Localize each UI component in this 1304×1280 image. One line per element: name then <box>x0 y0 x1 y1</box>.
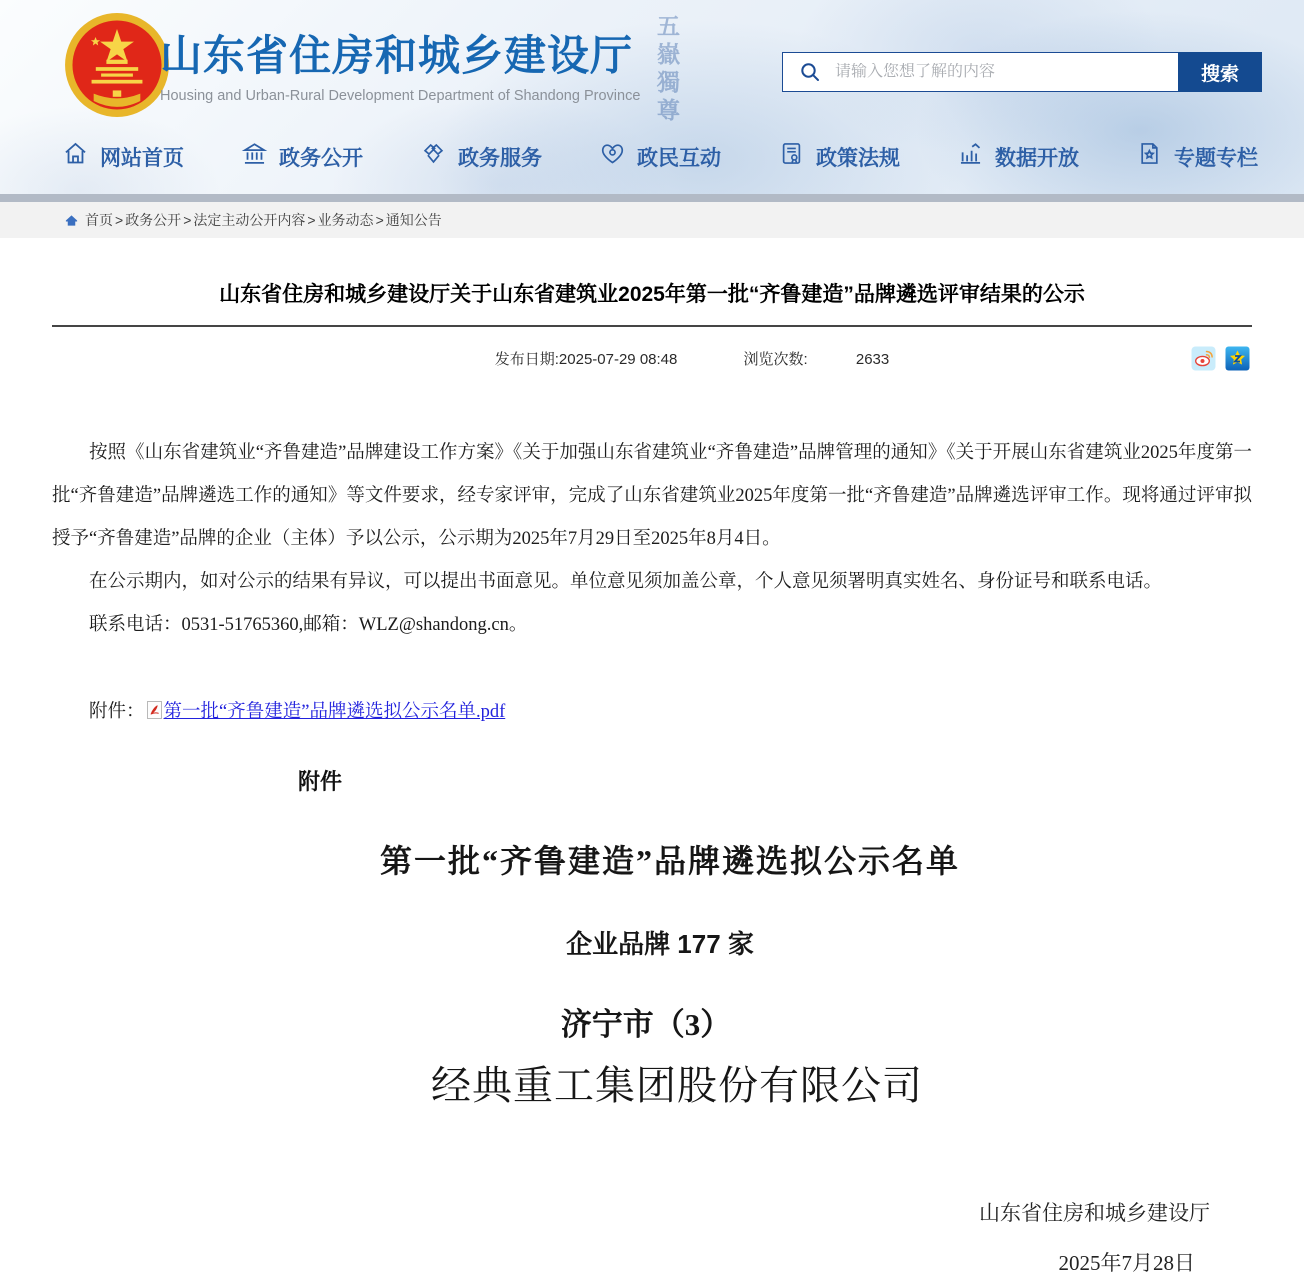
nav-item-label: 政策法规 <box>816 146 900 170</box>
home-icon <box>62 140 89 173</box>
search-icon <box>799 61 821 83</box>
bank-icon <box>241 140 268 173</box>
share-buttons <box>1191 346 1250 371</box>
article-content <box>52 280 1252 1277</box>
main-nav <box>62 140 1258 173</box>
signature-agency: 山东省住房和城乡建设厅 <box>979 1201 1210 1226</box>
national-emblem-logo <box>64 12 170 118</box>
star-doc-icon <box>1136 140 1163 173</box>
nav-item-policies[interactable] <box>778 140 900 173</box>
nav-item-label: 政民互动 <box>637 146 721 170</box>
site-title: 山东省住房和城乡建设厅 <box>160 32 634 79</box>
breadcrumb-item-statutory-disclosure[interactable]: 法定主动公开内容 <box>193 212 306 228</box>
breadcrumb-separator: > <box>375 212 384 228</box>
publish-date: 发布日期:2025-07-29 08:48 <box>494 351 678 369</box>
nav-item-label: 政务公开 <box>279 146 363 170</box>
site-search <box>782 52 1262 92</box>
search-button[interactable]: 搜索 <box>1178 52 1262 92</box>
qzone-share-icon[interactable] <box>1225 346 1250 371</box>
paragraph-contact: 联系电话：0531-51765360,邮箱：WLZ@shandong.cn。 <box>89 615 528 636</box>
preview-brand-count: 企业品牌 177 家 <box>566 929 754 960</box>
breadcrumb-item-business-updates[interactable]: 业务动态 <box>317 212 374 228</box>
article-body <box>52 432 1252 647</box>
page-title: 山东省住房和城乡建设厅关于山东省建筑业2025年第一批“齐鲁建造”品牌遴选评审结果的公示 <box>219 283 1085 306</box>
views-label: 浏览次数: <box>743 351 808 369</box>
views-count: 2633 <box>855 351 890 369</box>
header-divider <box>0 194 1304 202</box>
breadcrumb-item-gov-info[interactable]: 政务公开 <box>125 212 182 228</box>
nav-item-gov-info[interactable] <box>241 140 363 173</box>
nav-item-special-topics[interactable] <box>1136 140 1258 173</box>
breadcrumb <box>0 202 1304 238</box>
signature-date: 2025年7月28日 <box>1058 1251 1195 1276</box>
nav-item-home[interactable] <box>62 140 184 173</box>
breadcrumb-item-home[interactable]: 首页 <box>85 212 113 228</box>
paragraph: 在公示期内，如对公示的结果有异议，可以提出书面意见。单位意见须加盖公章，个人意见须署明真实姓名、身份证号和联系电话。 <box>89 572 1163 593</box>
nav-item-gov-services[interactable] <box>420 140 542 173</box>
pdf-icon <box>147 701 162 719</box>
breadcrumb-home-icon <box>64 213 79 228</box>
site-brand <box>160 33 640 104</box>
title-divider <box>52 325 1252 327</box>
attachment-link[interactable]: 第一批“齐鲁建造”品牌遴选拟公示名单.pdf <box>163 702 506 723</box>
nav-item-label: 政务服务 <box>458 146 542 170</box>
preview-city-heading: 济宁市（3） <box>560 1007 732 1043</box>
search-input[interactable] <box>835 63 1178 81</box>
nav-item-interaction[interactable] <box>599 140 721 173</box>
article-meta <box>52 348 1252 376</box>
paragraph: 按照《山东省建筑业“齐鲁建造”品牌建设工作方案》《关于加强山东省建筑业“齐鲁建造”品牌管理的通知》《关于开展山东省建筑业2025年度第一批“齐鲁建造”品牌遴选工作的通知》等文件要求，经专家评审，完成了山东省建筑业2025年度第一批“齐鲁建造”品牌遴选评审工作。现将通过评审拟授予“齐鲁建造”品牌的企业（主体）予以公示，公示期为2025年7月29日至2025年8月4日。 <box>52 443 1252 550</box>
header-watermark: 五嶽獨尊 <box>654 14 679 126</box>
attachment-row <box>52 697 1252 723</box>
site-subtitle-en: Housing and Urban-Rural Development Department of Shandong Province <box>160 88 641 105</box>
site-header <box>0 0 1304 194</box>
nav-item-open-data[interactable] <box>957 140 1079 173</box>
attachment-label: 附件： <box>89 702 145 723</box>
breadcrumb-item-notices[interactable]: 通知公告 <box>385 212 442 228</box>
attachment-preview <box>52 765 1252 1277</box>
nav-item-label: 数据开放 <box>995 146 1079 170</box>
weibo-share-icon[interactable] <box>1191 346 1216 371</box>
preview-company-name: 经典重工集团股份有限公司 <box>431 1063 923 1109</box>
nav-item-label: 网站首页 <box>100 146 184 170</box>
handshake-icon <box>420 140 447 173</box>
policy-doc-icon <box>778 140 805 173</box>
preview-attachment-label: 附件 <box>298 769 343 795</box>
breadcrumb-separator: > <box>183 212 192 228</box>
breadcrumb-separator: > <box>115 212 124 228</box>
breadcrumb-separator: > <box>307 212 316 228</box>
data-chart-icon <box>957 140 984 173</box>
preview-title: 第一批“齐鲁建造”品牌遴选拟公示名单 <box>379 843 960 880</box>
nav-item-label: 专题专栏 <box>1174 146 1258 170</box>
heart-chat-icon <box>599 140 626 173</box>
